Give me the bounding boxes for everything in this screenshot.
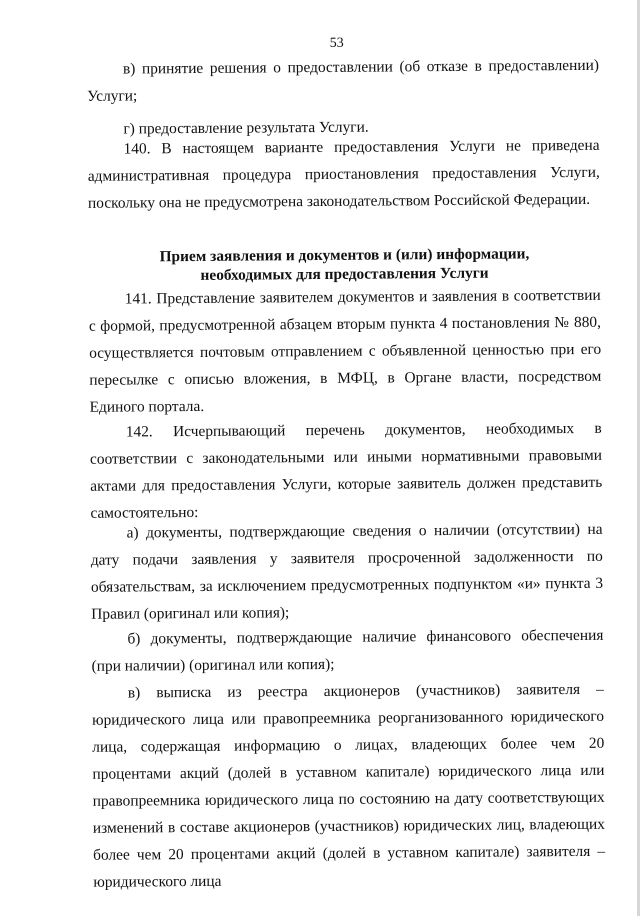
paragraph-140: 140. В настоящем варианте предоставления Услуги не приведена административная процедура приостановления предоставления Услуги, поскольку она не предусмотрена законодательством Российской Федерации. [87, 136, 600, 212]
section-heading-line-2: необходимых для предоставления Услуги [200, 264, 489, 284]
paragraph-141: 141. Представление заявителем документов и заявления в соответствии с формой, предусмотренной абзацем вторым пункта 4 постановления № 880, осуществляется почтовым отправлением с объявленной ценностью при его пересылке с описью вложения, в МФЦ, в Органе власти, посредством Единого портала. [88, 286, 602, 416]
section-heading [88, 244, 600, 286]
paragraph-item-v-registry-extract: в) выписка из реестра акционеров (участников) заявителя – юридического лица или правопреемника реорганизованного юридического лица, содержащая информацию о лицах, владеющих более чем 20 процентами акций (долей в уставном капитале) юридического лица или правопреемника юридического лица по состоянию на дату соответствующих изменений в составе акционеров (участников) юридических лиц, владеющих более чем 20 процентами акций (долей в уставном капитале) заявителя – юридического лица [91, 680, 606, 891]
paragraph-item-a-documents: а) документы, подтверждающие сведения о наличии (отсутствии) на дату подачи заявления у заявителя просроченной задолженности по обязательствам, за исключением предусмотренных подпунктом «и» пункта 3 Правил (оригинал или копия); [90, 520, 604, 623]
paragraph-142: 142. Исчерпывающий перечень документов, необходимых в соответствии с законодательными или иными нормативными правовыми актами для предоставления Услуги, которые заявитель должен представить самостоятельно: [89, 419, 603, 522]
section-heading-line-1: Прием заявления и документов и (или) информации, [159, 245, 530, 266]
paragraph-item-b-financial: б) документы, подтверждающие наличие финансового обеспечения (при наличии) (оригинал или копия); [91, 626, 604, 675]
page-number: 53 [329, 35, 344, 51]
paragraph-item-g-result: г) предоставление результата Услуги. [123, 118, 369, 138]
paragraph-item-v-decision: в) принятие решения о предоставлении (об отказе в предоставлении) Услуги; [87, 56, 599, 105]
